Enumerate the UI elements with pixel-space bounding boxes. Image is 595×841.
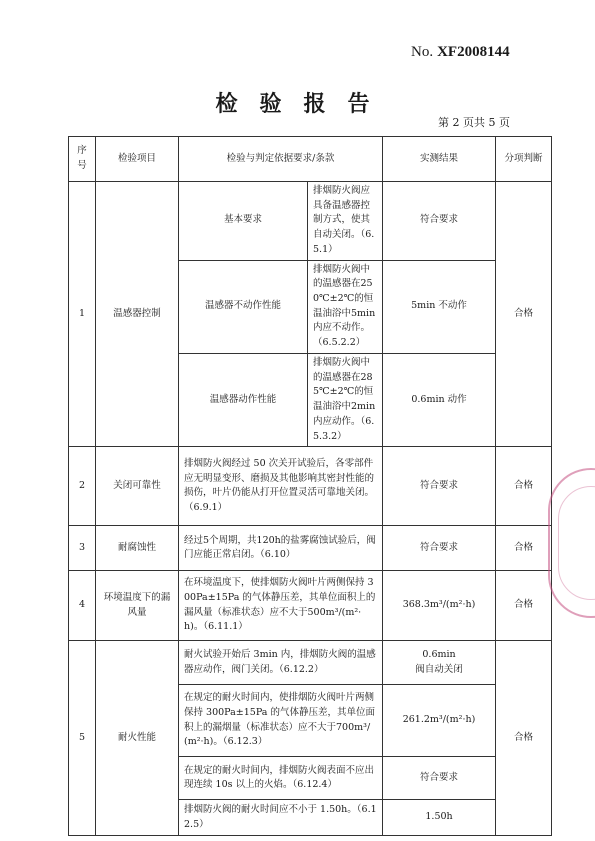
row-seq: 5 [69, 641, 96, 836]
row-seq: 4 [69, 571, 96, 641]
row-verdict: 合格 [496, 641, 552, 836]
header-result: 实测结果 [383, 137, 496, 182]
row-verdict: 合格 [496, 182, 552, 447]
table-row [69, 447, 552, 526]
row-verdict: 合格 [496, 447, 552, 526]
row-requirement: 排烟防火阀中的温感器在285℃±2℃的恒温油浴中2min内应动作。（6.5.3.2） [308, 353, 383, 446]
row-requirement: 在规定的耐火时间内，使排烟防火阀叶片两侧保持 300Pa±15Pa 的气体静压差，其单位面积上的漏烟量（标准状态）应不大于700m³/(m²·h)。（6.12.3） [179, 685, 383, 757]
row-requirement: 排烟防火阀的耐火时间应不小于 1.50h。（6.12.5） [179, 800, 383, 836]
row-item: 环境温度下的漏风量 [96, 571, 179, 641]
page-title: 检验报告 [215, 91, 392, 117]
result-line: 阀自动关闭 [415, 663, 463, 675]
row-requirement: 排烟防火阀中的温感器在250℃±2℃的恒温油浴中5min内应不动作。（6.5.2.2） [308, 260, 383, 353]
row-result: 符合要求 [383, 182, 496, 261]
header-basis: 检验与判定依据要求/条款 [179, 137, 383, 182]
result-line: 0.6min [422, 649, 456, 660]
row-verdict: 合格 [496, 571, 552, 641]
report-number-prefix: No. [411, 44, 434, 60]
inspection-table [68, 136, 552, 836]
table-row [69, 526, 552, 571]
row-item: 耐火性能 [96, 641, 179, 836]
report-number-value: XF2008144 [437, 44, 510, 60]
report-number [411, 44, 510, 61]
row-seq: 3 [69, 526, 96, 571]
row-result: 1.50h [383, 800, 496, 836]
table-row [69, 641, 552, 685]
row-result: 261.2m³/(m²·h) [383, 685, 496, 757]
row-requirement: 排烟防火阀应具备温感器控制方式，使其自动关闭。（6.5.1） [308, 182, 383, 261]
sub-item-name: 温感器不动作性能 [179, 260, 308, 353]
sub-item-name: 基本要求 [179, 182, 308, 261]
row-requirement: 在环境温度下，使排烟防火阀叶片两侧保持 300Pa±15Pa 的气体静压差，其单位面积上的漏风量（标准状态）应不大于500m³/(m²·h)。（6.11.1） [179, 571, 383, 641]
row-item: 关闭可靠性 [96, 447, 179, 526]
row-requirement: 在规定的耐火时间内，排烟防火阀表面不应出现连续 10s 以上的火焰。（6.12.4） [179, 757, 383, 800]
row-result: 5min 不动作 [383, 260, 496, 353]
official-seal-inner-ring [558, 486, 595, 600]
row-result: 符合要求 [383, 757, 496, 800]
sub-item-name: 温感器动作性能 [179, 353, 308, 446]
row-verdict: 合格 [496, 526, 552, 571]
header-seq: 序号 [69, 137, 96, 182]
header-item: 检验项目 [96, 137, 179, 182]
table-header-row [69, 137, 552, 182]
row-seq: 1 [69, 182, 96, 447]
row-item: 耐腐蚀性 [96, 526, 179, 571]
row-requirement: 排烟防火阀经过 50 次关开试验后，各零部件应无明显变形、磨损及其他影响其密封性能的损伤，叶片仍能从打开位置灵活可靠地关闭。（6.9.1） [179, 447, 383, 526]
row-result: 368.3m³/(m²·h) [383, 571, 496, 641]
table-row [69, 571, 552, 641]
row-result: 0.6min 动作 [383, 353, 496, 446]
row-result [383, 641, 496, 685]
row-item: 温感器控制 [96, 182, 179, 447]
page-indicator: 第 2 页共 5 页 [438, 116, 510, 129]
row-requirement: 耐火试验开始后 3min 内，排烟防火阀的温感器应动作，阀门关闭。（6.12.2） [179, 641, 383, 685]
row-result: 符合要求 [383, 526, 496, 571]
table-row [69, 182, 552, 261]
row-requirement: 经过5个周期，共120h的盐雾腐蚀试验后，阀门应能正常启闭。（6.10） [179, 526, 383, 571]
row-seq: 2 [69, 447, 96, 526]
row-result: 符合要求 [383, 447, 496, 526]
header-verdict: 分项判断 [496, 137, 552, 182]
